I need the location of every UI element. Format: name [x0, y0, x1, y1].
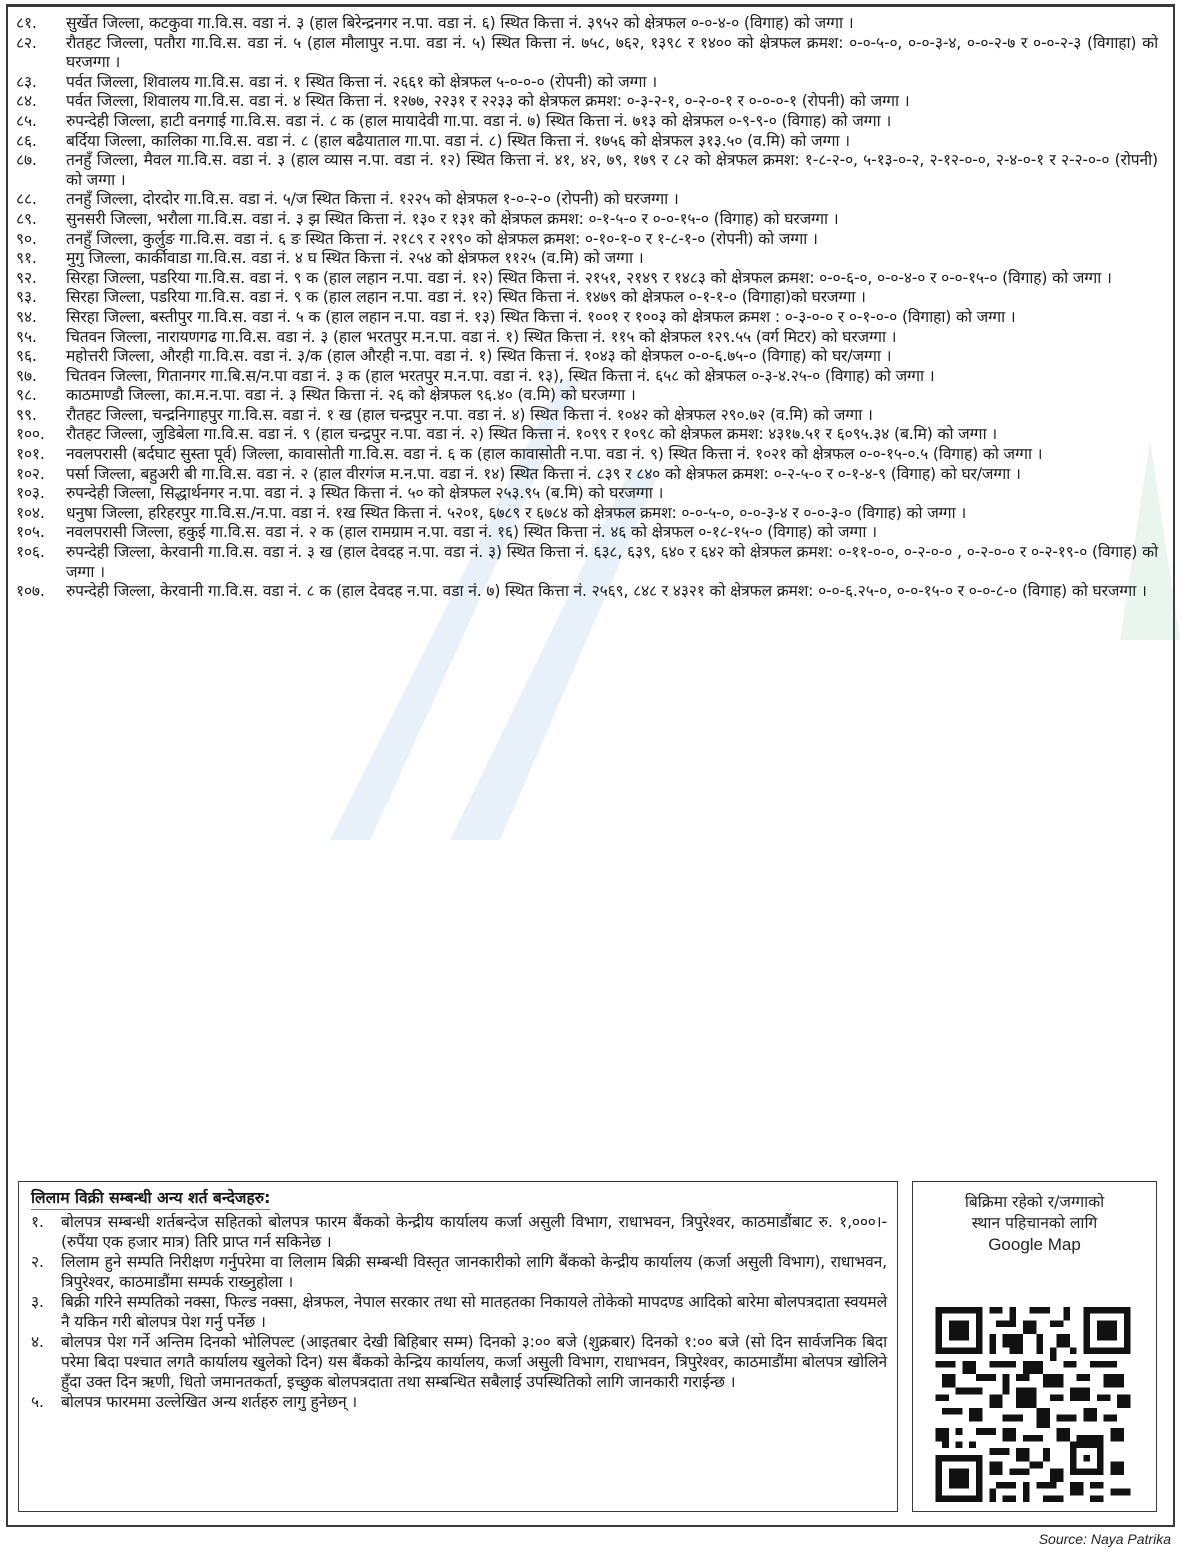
- list-item: [16, 288, 1158, 308]
- item-number: १०३.: [16, 484, 45, 503]
- list-item: [16, 367, 1158, 387]
- term-item: [31, 1292, 887, 1332]
- item-number: ८७.: [16, 151, 37, 170]
- list-item: [16, 73, 1158, 93]
- list-item: [16, 386, 1158, 406]
- item-number: ९७.: [16, 366, 37, 385]
- item-text: चितवन जिल्ला, नारायणगढ गा.वि.स. वडा नं. ३ (हाल भरतपुर म.न.पा. वडा नं. १) स्थित कित्ता नं. ११५ को क्षेत्रफल १२९.५५ (वर्ग मिटर) को घरजग्गा ।: [66, 327, 897, 346]
- list-item: [16, 308, 1158, 328]
- item-number: ८५.: [16, 111, 37, 130]
- list-item: [16, 34, 1158, 73]
- item-text: काठमाण्डौ जिल्ला, का.म.न.पा. वडा नं. ३ स्थित कित्ता नं. २६ को क्षेत्रफल ९६.४० (व.मि) को घरजग्गा ।: [66, 386, 636, 405]
- term-text: लिलाम हुने सम्पति निरीक्षण गर्नुपरेमा वा लिलाम बिक्री सम्बन्धी विस्तृत जानकारीको लागि बैंकको केन्द्रीय कार्यालय (कर्जा असुली विभाग), राधाभवन, त्रिपुरेश्वर, काठमाडौंमा सम्पर्क राख्नुहोला ।: [61, 1253, 887, 1291]
- item-number: ९६.: [16, 347, 37, 366]
- list-item: [16, 112, 1158, 132]
- list-item: [16, 465, 1158, 485]
- item-number: ८२.: [16, 33, 37, 52]
- item-text: सुर्खेत जिल्ला, कटकुवा गा.वि.स. वडा नं. ३ (हाल बिरेन्द्रनगर न.पा. वडा नं. ६) स्थित कित्ता नं. ३९५२ को क्षेत्रफल ०-०-४-० (विगाह) को जग्गा ।: [66, 14, 854, 32]
- item-number: १०७.: [16, 582, 45, 601]
- map-caption-line3: Google Map: [988, 1235, 1081, 1254]
- item-number: ८४.: [16, 92, 37, 111]
- item-text: तनहुँ जिल्ला, मैवल गा.वि.स. वडा नं. ३ (हाल व्यास न.पा. वडा नं. १२) स्थित कित्ता नं. ४१, ४२, ७९, १७९ र ८२ को क्षेत्रफल क्रमश: १-८-२-०, ५-१३-०-२, २-१२-०-०, २-४-०-१ र २-२-०-० (रोपनी) को जग्गा ।: [66, 151, 1158, 189]
- item-number: ८१.: [16, 14, 37, 32]
- google-map-box: [912, 1181, 1157, 1512]
- item-number: ८६.: [16, 131, 37, 150]
- list-item: [16, 445, 1158, 465]
- term-text: बिक्री गरिने सम्पतिको नक्सा, फिल्ड नक्सा, क्षेत्रफल, नेपाल सरकार तथा सो मातहतका निकायले तोकेको मापदण्ड आदिको बारेमा बोलपत्रदाता स्वयमले नै यकिन गरी बोलपत्र पेश गर्नु पर्नेछ ।: [61, 1293, 887, 1331]
- term-item: [31, 1212, 887, 1252]
- item-number: ८९.: [16, 209, 37, 228]
- item-number: ९८.: [16, 386, 37, 405]
- term-number: ५.: [31, 1393, 44, 1411]
- qr-code-icon[interactable]: [933, 1307, 1133, 1502]
- list-item: [16, 425, 1158, 445]
- list-item: [16, 92, 1158, 112]
- item-number: ८८.: [16, 190, 37, 209]
- map-caption: [913, 1192, 1156, 1255]
- map-caption-line2: स्थान पहिचानको लागि: [971, 1214, 1098, 1232]
- map-caption-line1: बिक्रिमा रहेको र/जग्गाको: [964, 1193, 1105, 1211]
- item-text: धनुषा जिल्ला, हरिहरपुर गा.वि.स./न.पा. वडा नं. १ख स्थित कित्ता नं. ५२०१, ६७८९ र ६७८४ को क्षेत्रफल क्रमश: ०-०-५-०, ०-०-३-४ र ०-०-३-० (विगाह) को जग्गा ।: [66, 503, 967, 522]
- source-credit: Source: Naya Patrika: [1038, 1531, 1171, 1547]
- item-text: पर्वत जिल्ला, शिवालय गा.वि.स. वडा नं. ४ स्थित कित्ता नं. १२७७, २२३१ र २२३३ को क्षेत्रफल क्रमश: ०-३-२-१, ०-२-०-१ र ०-०-०-१ (रोपनी) को जग्गा ।: [66, 92, 910, 111]
- list-item: [16, 504, 1158, 524]
- item-number: ९४.: [16, 307, 37, 326]
- item-number: १०५.: [16, 523, 45, 542]
- item-text: रौतहट जिल्ला, चन्द्रनिगाहपुर गा.वि.स. वडा नं. १ ख (हाल चन्द्रपुर न.पा. वडा नं. ४) स्थित कित्ता नं. १०४२ को क्षेत्रफल २९०.७२ (व.मि) को जग्गा ।: [66, 405, 873, 424]
- list-item: [16, 190, 1158, 210]
- list-item: [16, 484, 1158, 504]
- list-item: [16, 328, 1158, 348]
- item-text: रुपन्देही जिल्ला, सिद्धार्थनगर न.पा. वडा नं. ३ स्थित कित्ता नं. ५० को क्षेत्रफल २५३.९५ (ब.मि) को घरजग्गा ।: [66, 484, 664, 503]
- item-text: नवलपरासी जिल्ला, हकुई गा.वि.स. वडा नं. २ क (हाल रामग्राम न.पा. वडा नं. १६) स्थित कित्ता नं. ४६ को क्षेत्रफल ०-१८-१५-० (विगाह) को जग्गा ।: [66, 523, 877, 542]
- item-number: १०१.: [16, 445, 45, 464]
- item-text: रुपन्देही जिल्ला, हाटी वनगाई गा.वि.स. वडा नं. ८ क (हाल मायादेवी गा.पा. वडा नं. ७) स्थित कित्ता नं. ७१३ को क्षेत्रफल ०-९-९-० (विगाह) को जग्गा ।: [66, 111, 892, 130]
- term-number: ३.: [31, 1293, 44, 1311]
- item-text: रौतहट जिल्ला, जुडिबेला गा.वि.स. वडा नं. ९ (हाल चन्द्रपुर न.पा. वडा नं. २) स्थित कित्ता नं. १०९९ र १०९८ को क्षेत्रफल क्रमश: ४३१७.५१ र ६०९५.३४ (ब.मि) को जग्गा ।: [66, 425, 998, 444]
- item-number: १०६.: [16, 543, 45, 562]
- term-item: [31, 1252, 887, 1292]
- item-text: सिरहा जिल्ला, पडरिया गा.वि.स. वडा नं. ९ क (हाल लहान न.पा. वडा नं. १२) स्थित कित्ता नं. १४७९ को क्षेत्रफल ०-१-१-० (विगाहा)को घरजग्गा ।: [66, 288, 866, 307]
- item-number: १०४.: [16, 503, 45, 522]
- item-text: चितवन जिल्ला, गितानगर गा.बि.स/न.पा वडा नं. ३ क (हाल भरतपुर म.न.पा. वडा नं. १३), स्थित कित्ता नं. ६५८ को क्षेत्रफल ०-३-४.२५-० (विगाह) को जग्गा ।: [66, 366, 935, 385]
- item-number: ९०.: [16, 229, 37, 248]
- list-item: [16, 347, 1158, 367]
- term-item: [31, 1332, 887, 1392]
- term-text: बोलपत्र सम्बन्धी शर्तबन्देज सहितको बोलपत्र फारम बैंकको केन्द्रीय कार्यालय कर्जा असुली विभाग, राधाभवन, त्रिपुरेश्वर, काठमाडौंबाट रु. १,०००।- (रुपैंया एक हजार मात्र) तिरि प्राप्त गर्न सकिनेछ ।: [61, 1213, 887, 1251]
- list-item: [16, 269, 1158, 289]
- item-number: ९२.: [16, 268, 37, 287]
- list-item: [16, 132, 1158, 152]
- item-text: नवलपरासी (बर्दघाट सुस्ता पूर्व) जिल्ला, कावासोती गा.वि.स. वडा नं. ६ क (हाल कावासोती न.पा. वडा नं. ९) स्थित कित्ता नं. १०२१ को क्षेत्रफल ०-०-१५-०.५ (विगाह) को जग्गा ।: [66, 445, 1043, 464]
- list-item: [16, 543, 1158, 582]
- item-text: तनहुँ जिल्ला, दोरदोर गा.वि.स. वडा नं. ५/ज स्थित कित्ता नं. १२२५ को क्षेत्रफल १-०-२-० (रोपनी) को घरजग्गा ।: [66, 190, 679, 209]
- terms-title: लिलाम विक्री सम्बन्धी अन्य शर्त बन्देजहरु:: [31, 1188, 270, 1210]
- item-text: रुपन्देही जिल्ला, केरवानी गा.वि.स. वडा नं. ८ क (हाल देवदह न.पा. वडा नं. ७) स्थित कित्ता नं. २५६९, ८४८ र ४३२१ को क्षेत्रफल क्रमश: ०-०-६.२५-०, ०-०-१५-० र ०-०-८-० (विगाह) को घरजग्गा ।: [66, 582, 1147, 601]
- terms-box: [18, 1181, 898, 1512]
- item-text: मुगु जिल्ला, कार्कीवाडा गा.वि.स. वडा नं. ४ घ स्थित कित्ता नं. २५४ को क्षेत्रफल ११२५ (व.मि) को जग्गा ।: [66, 249, 644, 268]
- item-text: महोत्तरी जिल्ला, औरही गा.वि.स. वडा नं. ३/क (हाल औरही न.पा. वडा नं. १) स्थित कित्ता नं. १०४३ को क्षेत्रफल ०-०-६.७५-० (विगाह) को घर/जग्गा ।: [66, 347, 892, 366]
- list-item: [16, 14, 1158, 34]
- property-list: [16, 14, 1158, 602]
- list-item: [16, 249, 1158, 269]
- list-item: [16, 151, 1158, 190]
- item-text: सुनसरी जिल्ला, भरौला गा.वि.स. वडा नं. ३ झ स्थित कित्ता नं. १३० र १३१ को क्षेत्रफल क्रमश: ०-१-५-० र ०-०-१५-० (विगाह) को घरजग्गा ।: [66, 209, 839, 228]
- term-number: १.: [31, 1213, 44, 1231]
- list-item: [16, 406, 1158, 426]
- list-item: [16, 523, 1158, 543]
- item-number: १०२.: [16, 464, 45, 483]
- list-item: [16, 230, 1158, 250]
- item-text: बर्दिया जिल्ला, कालिका गा.वि.स. वडा नं. ८ (हाल बढैयाताल गा.पा. वडा नं. ८) स्थित कित्ता नं. १७५६ को क्षेत्रफल ३१३.५० (व.मि) को जग्गा ।: [66, 131, 850, 150]
- item-number: ९३.: [16, 288, 37, 307]
- list-item: [16, 210, 1158, 230]
- item-number: १००.: [16, 425, 45, 444]
- term-text: बोलपत्र फारममा उल्लेखित अन्य शर्तहरु लागु हुनेछन् ।: [61, 1393, 358, 1411]
- term-text: बोलपत्र पेश गर्ने अन्तिम दिनको भोलिपल्ट (आइतबार देखी बिहिबार सम्म) दिनको ३:०० बजे (शुक्रबार) दिनको १:०० बजे (सो दिन सार्वजनिक बिदा परेमा बिदा पश्चात लगतै कार्यालय खुलेको दिन) यस बैंकको केन्द्रिय कार्यालय, कर्जा असुली विभाग, राधाभवन, त्रिपुरेश्वर, काठमाडौंमा बोलपत्र खोलिने हुँदा उक्त दिन ऋणी, धितो जमानतकर्ता, इच्छुक बोलपत्रदाता तथा सम्बन्धित सबैलाई उपस्थितिको लागि जानकारी गराईन्छ ।: [61, 1333, 887, 1391]
- item-number: ९९.: [16, 405, 37, 424]
- item-text: पर्वत जिल्ला, शिवालय गा.वि.स. वडा नं. १ स्थित कित्ता नं. २६६१ को क्षेत्रफल ५-०-०-० (रोपनी) को जग्गा ।: [66, 72, 657, 91]
- term-number: ४.: [31, 1333, 44, 1351]
- terms-list: [31, 1212, 887, 1412]
- item-text: पर्सा जिल्ला, बहुअरी बी गा.वि.स. वडा नं. २ (हाल वीरगंज म.न.पा. वडा नं. १४) स्थित कित्ता नं. ८३९ र ८४० को क्षेत्रफल क्रमश: ०-२-५-० र ०-१-४-९ (विगाह) को घर/जग्गा ।: [66, 464, 1021, 483]
- item-number: ९१.: [16, 249, 37, 268]
- item-number: ८३.: [16, 72, 37, 91]
- item-text: रौतहट जिल्ला, पतौरा गा.वि.स. वडा नं. ५ (हाल मौलापुर न.पा. वडा नं. ५) स्थित कित्ता नं. ७५८, ७६२, १३९८ र १४०० को क्षेत्रफल क्रमश: ०-०-५-०, ०-०-३-४, ०-०-२-७ र ०-०-२-३ (विगाहा) को घरजग्गा ।: [66, 33, 1158, 72]
- term-item: [31, 1392, 887, 1412]
- item-text: रुपन्देही जिल्ला, केरवानी गा.वि.स. वडा नं. ३ ख (हाल देवदह न.पा. वडा नं. ३) स्थित कित्ता नं. ६३८, ६३९, ६४० र ६४२ को क्षेत्रफल क्रमश: ०-११-०-०, ०-२-०-० , ०-२-०-० र ०-२-१९-० (विगाह) को जग्गा ।: [66, 543, 1158, 581]
- item-text: सिरहा जिल्ला, पडरिया गा.वि.स. वडा नं. ९ क (हाल लहान न.पा. वडा नं. १२) स्थित कित्ता नं. २१५१, २१४९ र १४८३ को क्षेत्रफल क्रमश: ०-०-६-०, ०-०-४-० र ०-०-१५-० (विगाह) को जग्गा ।: [66, 268, 1112, 287]
- term-number: २.: [31, 1253, 44, 1271]
- item-number: ९५.: [16, 327, 37, 346]
- list-item: [16, 582, 1158, 602]
- item-text: तनहुँ जिल्ला, कुर्लुङ गा.वि.स. वडा नं. ६ ङ स्थित कित्ता नं. २१८९ र २१९० को क्षेत्रफल क्रमश: ०-१०-१-० र १-८-१-० (रोपनी) को जग्गा ।: [66, 229, 818, 248]
- item-text: सिरहा जिल्ला, बस्तीपुर गा.वि.स. वडा नं. ५ क (हाल लहान न.पा. वडा नं. १३) स्थित कित्ता नं. १००१ र १००३ को क्षेत्रफल क्रमश : ०-३-०-० र ०-१-०-० (विगाहा) को जग्गा ।: [66, 307, 1016, 326]
